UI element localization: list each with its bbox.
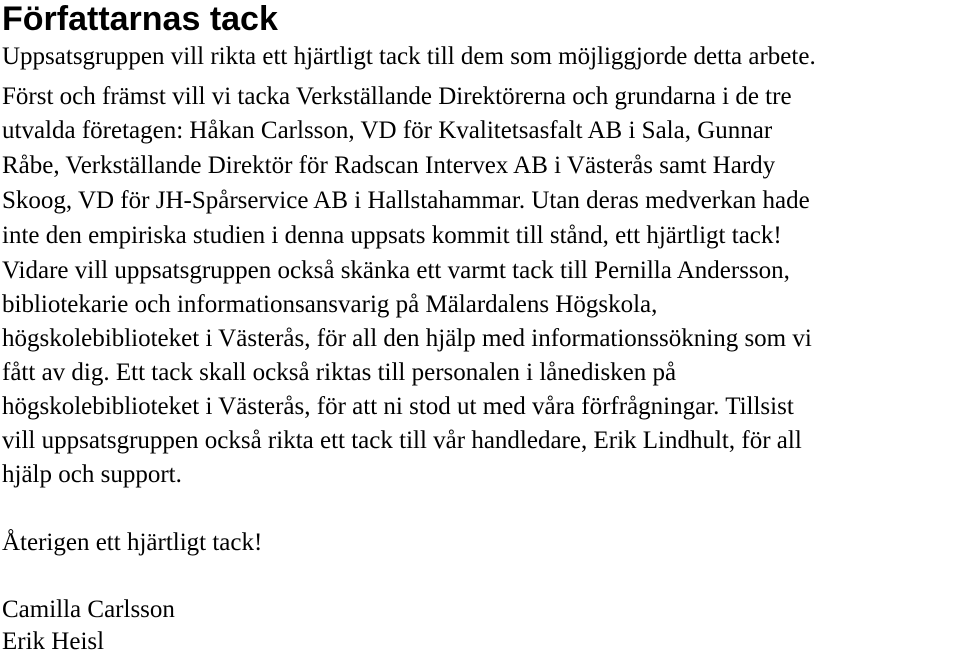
signature-name: Camilla Carlsson (2, 596, 175, 623)
paragraph-line: inte den empiriska studien i denna uppsats kommit till stånd, ett hjärtligt tack! (2, 222, 782, 249)
paragraph-line: Råbe, Verkställande Direktör för Radscan Intervex AB i Västerås samt Hardy (2, 152, 776, 179)
paragraph-line: bibliotekarie och informationsansvarig på Mälardalens Högskola, (2, 291, 658, 318)
paragraph-line: utvalda företagen: Håkan Carlsson, VD för Kvalitetsasfalt AB i Sala, Gunnar (2, 117, 773, 144)
signature-name: Erik Heisl (2, 628, 105, 655)
paragraph-line: fått av dig. Ett tack skall också riktas till personalen i lånedisken på (2, 359, 677, 386)
paragraph-line: Skoog, VD för JH-Spårservice AB i Hallstahammar. Utan deras medverkan hade (2, 187, 810, 214)
paragraph-line: hjälp och support. (2, 461, 182, 488)
page-title: Författarnas tack (2, 0, 278, 38)
paragraph-line: vill uppsatsgruppen också rikta ett tack till vår handledare, Erik Lindhult, för all (2, 427, 802, 454)
paragraph-line: Vidare vill uppsatsgruppen också skänka ett varmt tack till Pernilla Andersson, (2, 257, 790, 284)
paragraph-line: Uppsatsgruppen vill rikta ett hjärtligt tack till dem som möjliggjorde detta arbete. (2, 43, 816, 70)
paragraph-line: högskolebiblioteket i Västerås, för att ni stod ut med våra förfrågningar. Tillsist (2, 393, 794, 420)
closing-line: Återigen ett hjärtligt tack! (2, 529, 263, 556)
paragraph-line: högskolebiblioteket i Västerås, för all den hjälp med informationssökning som vi (2, 325, 812, 352)
paragraph-line: Först och främst vill vi tacka Verkställande Direktörerna och grundarna i de tre (2, 83, 792, 110)
